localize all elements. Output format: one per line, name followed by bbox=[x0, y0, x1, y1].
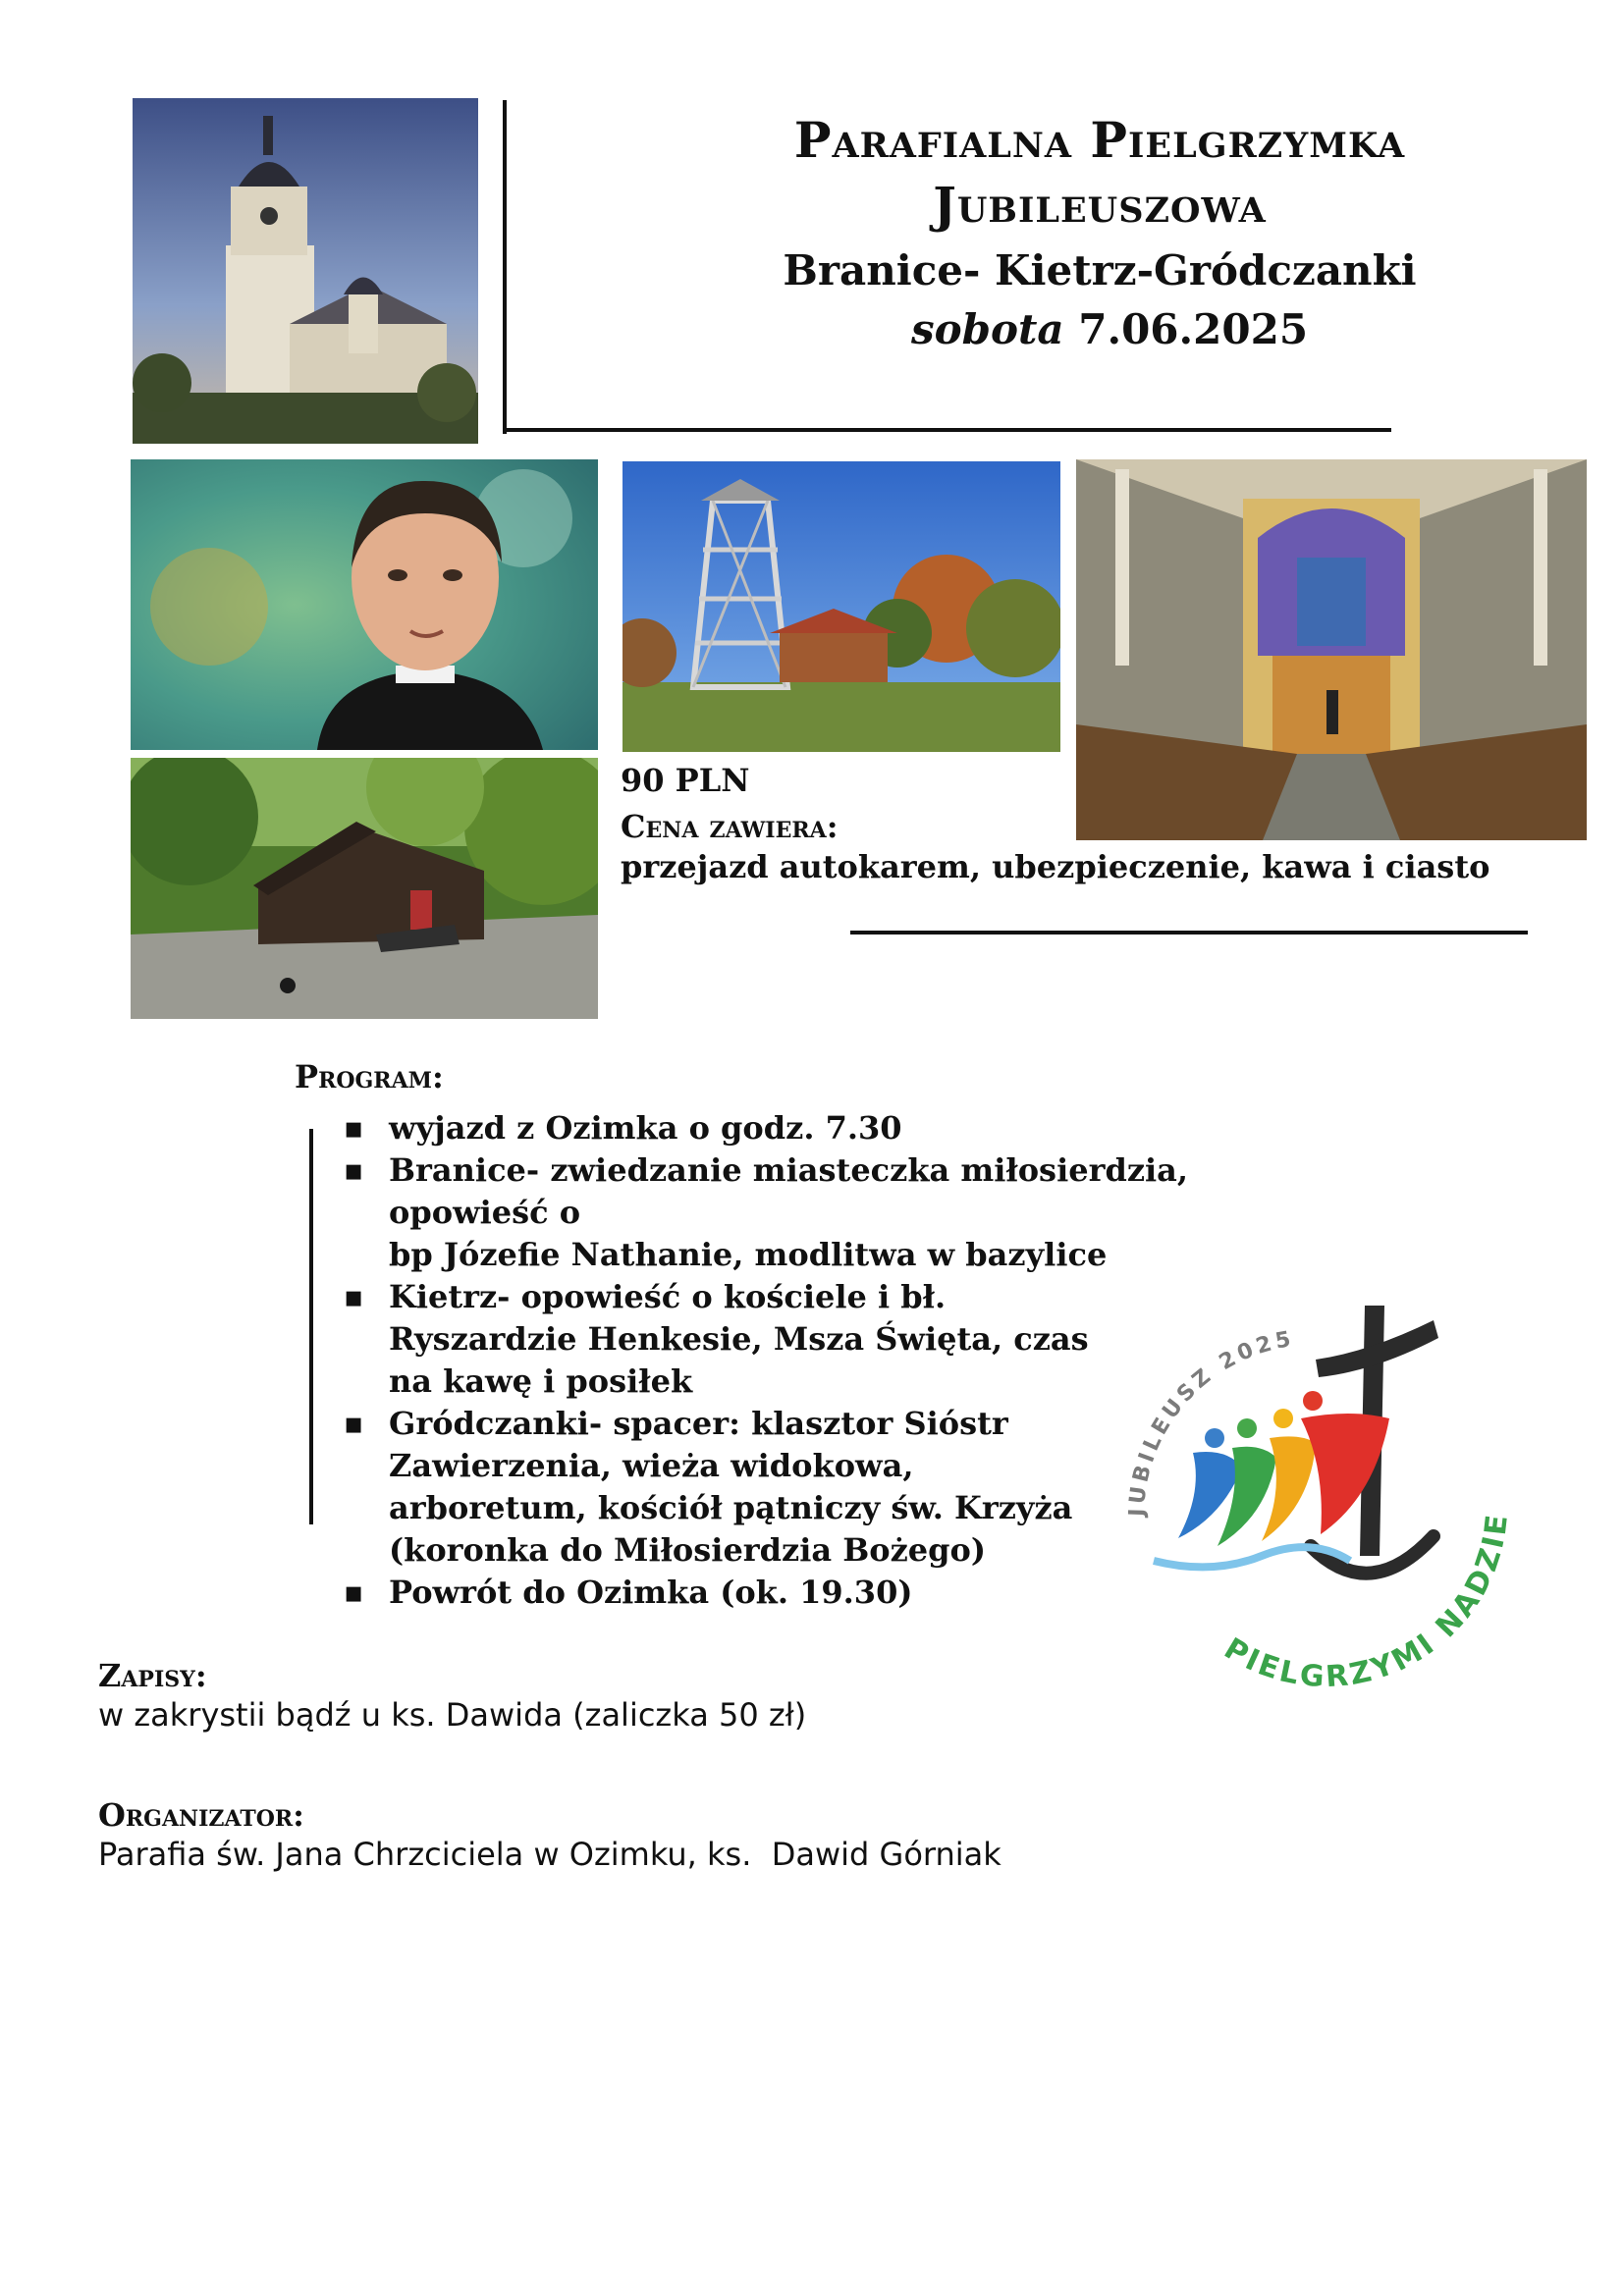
program-item: ▪ wyjazd z Ozimka o godz. 7.30 bbox=[342, 1107, 1324, 1149]
program-item: ▪ Kietrz- opowieść o kościele i bł. Ryszardzie Henkesie, Msza Święta, czas na kawę i posiłek bbox=[342, 1276, 1324, 1403]
logo-top-text: JUBILEUSZ 2025 bbox=[1124, 1326, 1297, 1518]
title-block bbox=[550, 108, 1624, 359]
observation-tower-photo bbox=[623, 461, 1060, 752]
priest-portrait-photo bbox=[131, 459, 598, 750]
route: Branice- Kietrz-Gródczanki bbox=[783, 246, 1417, 294]
price-includes-label: Cena zawiera: bbox=[621, 808, 839, 845]
title-frame-vertical bbox=[503, 100, 507, 434]
price-divider bbox=[850, 931, 1528, 934]
basilica-interior-photo bbox=[1076, 459, 1587, 840]
signup-label: Zapisy: bbox=[98, 1657, 207, 1694]
title-line-2: Jubileuszowa bbox=[933, 176, 1267, 234]
price-includes-text: przejazd autokarem, ubezpieczenie, kawa i ciasto bbox=[621, 848, 1490, 885]
logo-bottom-text: PIELGRZYMI NADZIE bbox=[1218, 1510, 1516, 1695]
program-item: ▪ Powrót do Ozimka (ok. 19.30) bbox=[342, 1572, 1324, 1614]
event-date bbox=[550, 300, 1624, 359]
jubilee-logo bbox=[1095, 1281, 1537, 1703]
program-side-line bbox=[309, 1129, 313, 1524]
wooden-chapel-photo bbox=[131, 758, 598, 1019]
program-label: Program: bbox=[295, 1058, 444, 1095]
program-item: ▪ Branice- zwiedzanie miasteczka miłosierdzia, opowieść o bp Józefie Nathanie, modlitwa w bazylice bbox=[342, 1149, 1324, 1276]
title-line-1: Parafialna Pielgrzymka bbox=[793, 111, 1406, 169]
event-date-value: 7.06.2025 bbox=[1078, 305, 1309, 353]
event-day: sobota bbox=[910, 305, 1064, 353]
church-tower-photo bbox=[133, 98, 478, 444]
organizer-text: Parafia św. Jana Chrzciciela w Ozimku, ks. Dawid Górniak bbox=[98, 1836, 1001, 1873]
title-frame-horizontal bbox=[503, 428, 1391, 432]
signup-text: w zakrystii bądź u ks. Dawida (zaliczka 50 zł) bbox=[98, 1696, 807, 1734]
price-amount: 90 PLN bbox=[621, 762, 750, 799]
program-item: ▪ Gródczanki- spacer: klasztor Sióstr Zawierzenia, wieża widokowa, arboretum, kościół pątniczy św. Krzyża (koronka do Miłosierdzia Bożego) bbox=[342, 1403, 1324, 1572]
organizer-label: Organizator: bbox=[98, 1796, 304, 1834]
